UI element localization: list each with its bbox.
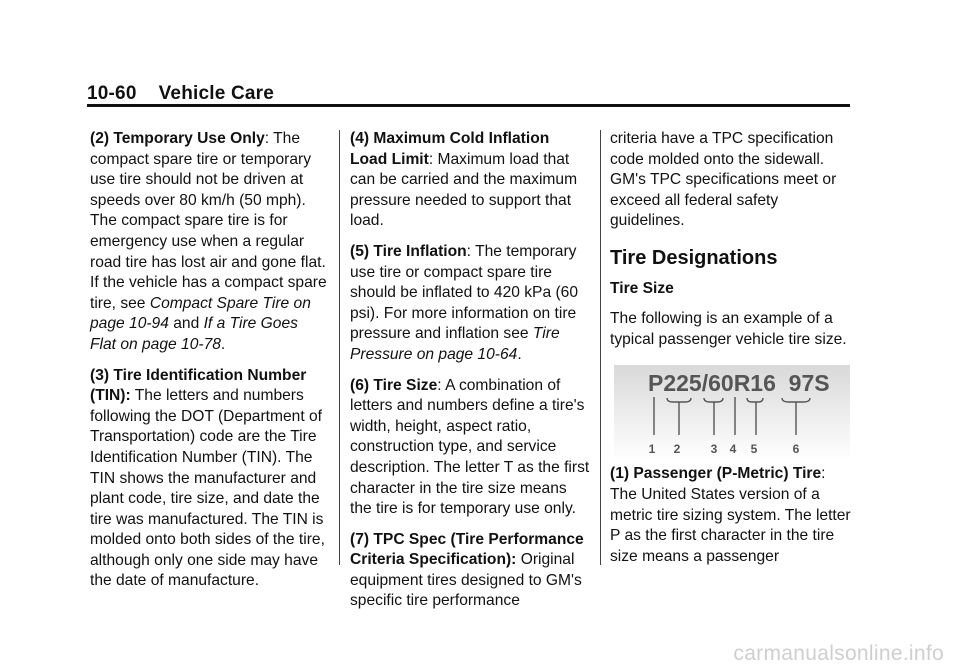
callout-label-2: 2 — [673, 442, 681, 457]
paragraph-tire-inflation — [350, 242, 590, 366]
column-2 — [350, 129, 590, 622]
column-3 — [610, 129, 855, 577]
callout-label-5: 5 — [750, 442, 758, 457]
paragraph-text: Maximum load that can be carried and the maximum pressure needed to support that load. — [350, 150, 578, 230]
colon: : — [264, 130, 270, 147]
paragraph-tpc-spec — [350, 530, 590, 612]
callout-label-6: 6 — [792, 442, 800, 457]
term-passenger-tire: (1) Passenger (P-Metric) Tire — [610, 465, 822, 483]
term-temporary-use: (2) Temporary Use Only — [90, 130, 265, 147]
paragraph-text: The letters and numbers following the DOT (Department of Transportation) code are the Tire Identification Number (TIN). The TIN shows the manufacturer and plant code, tire size, and date the tire was manufactured. The TIN is molded onto both sides of the tire, although only one side may have the date of manufacture. — [90, 387, 325, 590]
colon: : — [437, 376, 442, 394]
callout-label-1: 1 — [648, 442, 656, 457]
paragraph-text: The United States version of a metric tire sizing system. The letter P as the first character in the tire size means a passenger — [610, 485, 851, 565]
paragraph-tin — [90, 366, 328, 593]
cross-reference-tire-flat: If a Tire Goes Flat on page 10-78 — [90, 315, 298, 353]
subsection-heading: Tire Size — [610, 279, 674, 297]
paragraph-tire-size — [350, 376, 590, 520]
callout-label-4: 4 — [729, 442, 737, 457]
callout-label-3: 3 — [710, 442, 718, 457]
tire-size-code: P225/60R16 97S — [648, 370, 830, 397]
colon: : — [466, 242, 472, 260]
column-1 — [90, 129, 328, 602]
column-divider-2 — [600, 130, 601, 565]
paragraph-text: A combination of letters and numbers define a tire's width, height, aspect ratio, construction type, and service description. The letter T as the first character in the tire size means the tire is for temporary use only. — [350, 376, 590, 518]
colon: : — [821, 465, 826, 483]
column-divider-1 — [339, 130, 340, 565]
term-tin: (3) Tire Identification Number (TIN): — [90, 366, 307, 405]
period: . — [220, 335, 226, 353]
cross-reference-tire-pressure: Tire Pressure on page 10-64 — [350, 325, 560, 363]
paragraph-passenger-tire — [610, 464, 855, 567]
colon: : — [428, 150, 434, 168]
paragraph-tire-size-example: The following is an example of a typical passenger vehicle tire size. — [610, 310, 847, 348]
paragraph-max-cold-inflation — [350, 129, 590, 232]
paragraph-text: The compact spare tire or temporary use tire should not be driven at speeds over 80 km/h (50 mph). The compact spare tire is for emergency use when a regular road tire has lost air and gone flat. If the vehicle has a compact spare tire, see — [90, 130, 327, 312]
period: . — [517, 345, 522, 363]
section-heading: Tire Designations — [610, 246, 778, 269]
tire-size-diagram — [614, 365, 850, 461]
conjunction: and — [168, 315, 204, 333]
term-max-cold-inflation: (4) Maximum Cold Inflation Load Limit — [350, 130, 550, 168]
watermark: carmanualsonline.info — [733, 642, 944, 665]
cross-reference-compact-spare: Compact Spare Tire on page 10-94 — [90, 294, 311, 333]
paragraph-text: The temporary use tire or compact spare tire should be inflated to 420 kPa (60 psi). For more information on tire pressure and inflation see — [350, 242, 579, 343]
term-tire-inflation: (5) Tire Inflation — [350, 242, 467, 260]
paragraph-text: Original equipment tires designed to GM's specific tire performance — [350, 551, 582, 610]
page-header — [87, 83, 274, 105]
paragraph-tpc-continued: criteria have a TPC specification code molded onto the sidewall. GM's TPC specifications meet or exceed all federal safety guidelines. — [610, 130, 837, 230]
section-title: Vehicle Care — [158, 83, 275, 104]
paragraph-temporary-use — [90, 129, 328, 356]
header-rule — [87, 104, 850, 107]
term-tire-size: (6) Tire Size — [350, 376, 438, 394]
term-tpc-spec: (7) TPC Spec (Tire Performance Criteria Specification): — [350, 530, 584, 569]
page-number: 10-60 — [87, 83, 137, 104]
